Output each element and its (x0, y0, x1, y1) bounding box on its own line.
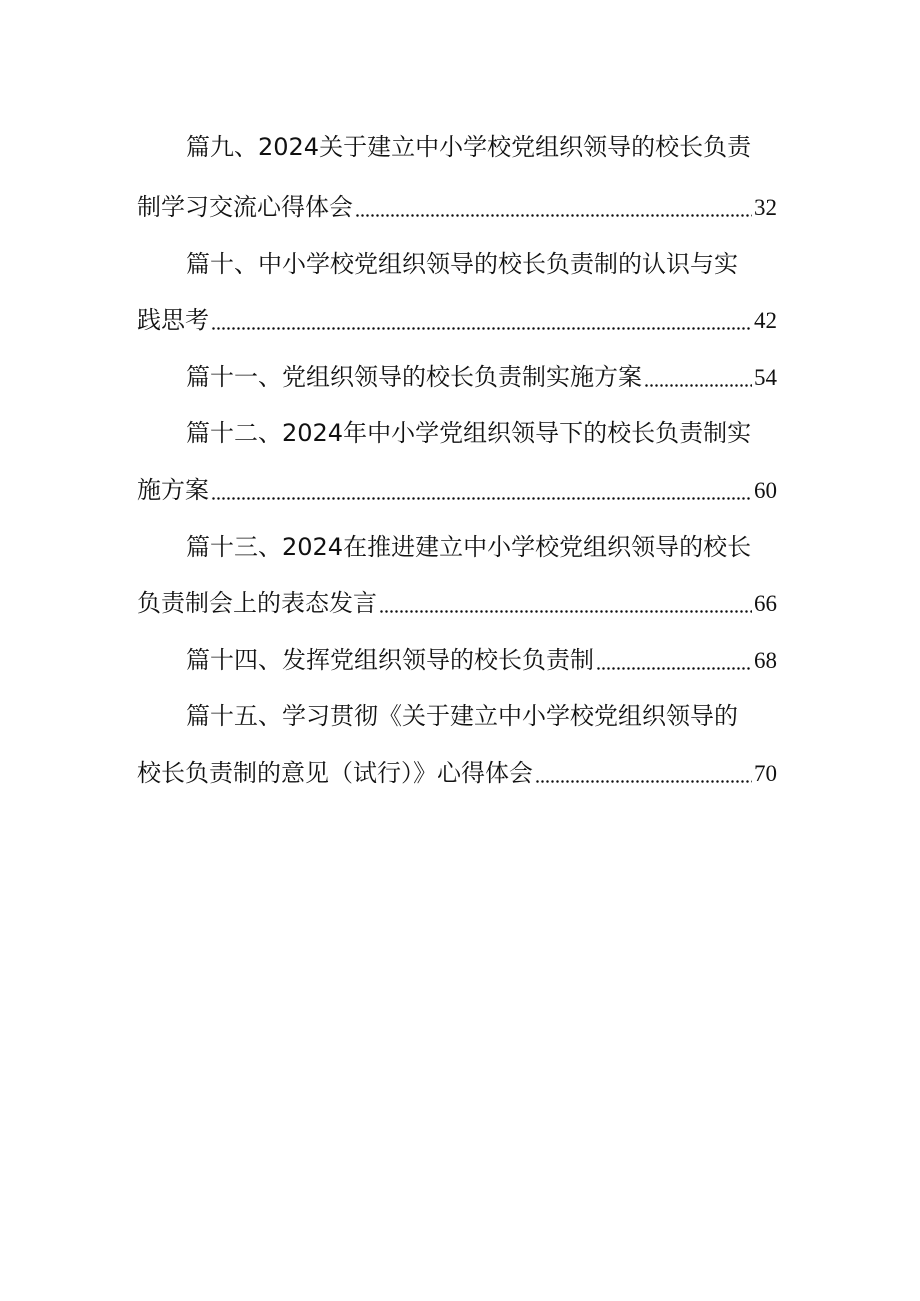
toc-entry-9-continuation[interactable] (137, 187, 777, 227)
toc-entry-title: 篇十一、党组织领导的校长负责制实施方案 (186, 363, 642, 391)
toc-page-number: 60 (754, 478, 777, 503)
dot-leader (211, 300, 752, 340)
toc-entry-title-continued: 校长负责制的意见（试行）》心得体会 (137, 759, 533, 787)
toc-page-number: 68 (754, 648, 777, 673)
toc-entry-15-continuation[interactable] (137, 753, 777, 793)
toc-entry-title-continued: 施方案 (137, 476, 209, 504)
toc-entry-title: 篇十三、2024在推进建立中小学校党组织领导的校长 (186, 533, 752, 561)
dot-leader (355, 187, 752, 227)
toc-entry-title: 篇十、中小学校党组织领导的校长负责制的认识与实 (186, 250, 738, 278)
toc-page-number: 70 (754, 761, 777, 786)
toc-entry-title: 篇九、2024关于建立中小学校党组织领导的校长负责 (186, 133, 752, 161)
dot-leader (211, 470, 752, 510)
toc-entry-title-continued: 负责制会上的表态发言 (137, 589, 377, 617)
toc-entry-title-continued: 制学习交流心得体会 (137, 193, 353, 221)
toc-entry-12-continuation[interactable] (137, 470, 777, 510)
toc-entry-12-heading[interactable] (137, 413, 777, 453)
toc-page-number: 42 (754, 308, 777, 333)
toc-entry-15-heading[interactable] (137, 696, 777, 736)
toc-entry-13-heading[interactable] (137, 527, 777, 567)
toc-entry-11[interactable] (137, 357, 777, 397)
dot-leader (596, 640, 752, 680)
toc-entry-10-continuation[interactable] (137, 300, 777, 340)
toc-page-number: 54 (754, 365, 777, 390)
toc-entry-13-continuation[interactable] (137, 583, 777, 623)
toc-page-number: 66 (754, 591, 777, 616)
toc-entry-title: 篇十四、发挥党组织领导的校长负责制 (186, 646, 594, 674)
toc-entry-9-heading[interactable] (137, 127, 777, 167)
dot-leader (644, 357, 752, 397)
toc-entry-title: 篇十二、2024年中小学党组织领导下的校长负责制实 (186, 419, 752, 447)
toc-entry-14[interactable] (137, 640, 777, 680)
toc-page-number: 32 (754, 195, 777, 220)
dot-leader (535, 753, 752, 793)
dot-leader (379, 583, 752, 623)
toc-entry-10-heading[interactable] (137, 244, 777, 284)
toc-entry-title: 篇十五、学习贯彻《关于建立中小学校党组织领导的 (186, 702, 738, 730)
toc-entry-title-continued: 践思考 (137, 306, 209, 334)
